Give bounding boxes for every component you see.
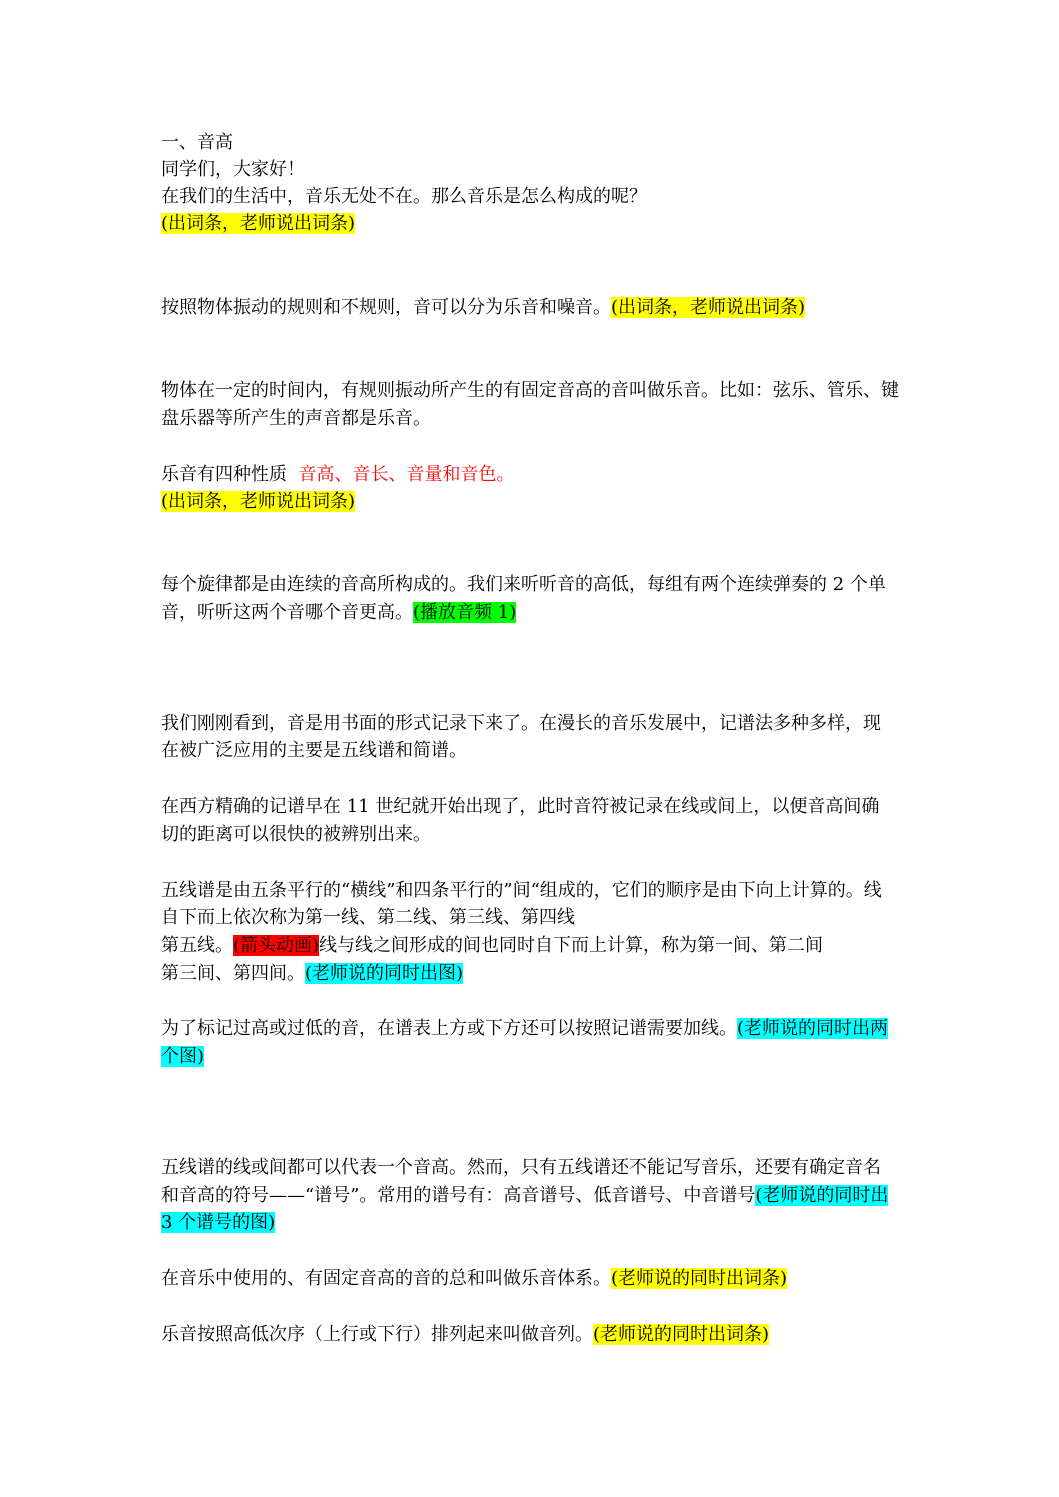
paragraph-6-line-2: 在被广泛应用的主要是五线谱和简谱。 [161,740,467,761]
highlight-image-note: 个图) [161,1046,205,1067]
paragraph-text: 为了标记过高或过低的音，在谱表上方或下方还可以按照记谱需要加线。 [161,1018,737,1039]
paragraph-11 [161,1265,787,1292]
paragraph-8-line-3 [161,932,823,959]
highlight-audio-note: (播放音频 1) [413,602,517,623]
highlight-note: (出词条，老师说出词条) [611,297,806,318]
highlight-note: (出词条，老师说出词条) [161,491,356,512]
paragraph-10-line-3 [161,1209,275,1236]
paragraph-text: 音，听听这两个音哪个音更高。 [161,602,413,623]
paragraph-9-line-1 [161,1015,888,1042]
paragraph-5-line-2 [161,599,516,626]
paragraph-7-line-2: 切的距离可以很快的被辨别出来。 [161,824,431,845]
paragraph-text: 按照物体振动的规则和不规则，音可以分为乐音和噪音。 [161,297,611,318]
paragraph-text: 在音乐中使用的、有固定音高的音的总和叫做乐音体系。 [161,1268,611,1289]
paragraph-3-line-1: 物体在一定的时间内，有规则振动所产生的有固定音高的音叫做乐音。比如：弦乐、管乐、键 [161,380,899,401]
highlight-image-note: (老师说的同时出两 [737,1018,889,1039]
highlight-image-note: 3 个谱号的图) [161,1212,276,1233]
note-line-1 [161,210,355,237]
paragraph-4 [161,461,514,488]
paragraph-2 [161,294,805,321]
paragraph-7-line-1: 在西方精确的记谱早在 11 世纪就开始出现了，此时音符被记录在线或间上，以便音高间确 [161,796,880,817]
red-text-properties: 音高、音长、音量和音色。 [298,464,515,485]
paragraph-12 [161,1321,769,1348]
paragraph-8-line-2: 自下而上依次称为第一线、第二线、第三线、第四线 [161,907,575,928]
highlight-image-note: (老师说的同时出图) [305,963,464,984]
paragraph-8-line-4 [161,960,463,987]
paragraph-10-line-2 [161,1182,888,1209]
greeting-line: 同学们，大家好！ [161,159,305,180]
paragraph-text: 和音高的符号——“谱号”。常用的谱号有：高音谱号、低音谱号、中音谱号 [161,1185,756,1206]
highlight-note: (老师说的同时出词条) [593,1324,770,1345]
paragraph-9-line-2 [161,1043,204,1070]
highlight-image-note: (老师说的同时出 [755,1185,889,1206]
highlight-note: (老师说的同时出词条) [611,1268,788,1289]
paragraph-text: 乐音有四种性质 [161,464,287,485]
paragraph-8-line-1: 五线谱是由五条平行的“横线”和四条平行的”间“组成的，它们的顺序是由下向上计算的。线 [161,880,882,901]
highlight-note: (出词条，老师说出词条) [161,213,356,234]
paragraph-text: 第三间、第四间。 [161,963,305,984]
paragraph-5-line-1: 每个旋律都是由连续的音高所构成的。我们来听听音的高低，每组有两个连续弹奏的 2 个单 [161,574,886,595]
highlight-animation-note: (箭头动画) [233,935,320,956]
paragraph-text: 第五线。 [161,935,233,956]
paragraph-10-line-1: 五线谱的线或间都可以代表一个音高。然而，只有五线谱还不能记写音乐，还要有确定音名 [161,1157,881,1178]
section-title: 一、音高 [161,132,233,153]
paragraph-3-line-2: 盘乐器等所产生的声音都是乐音。 [161,408,431,429]
paragraph-6-line-1: 我们刚刚看到，音是用书面的形式记录下来了。在漫长的音乐发展中，记谱法多种多样，现 [161,713,881,734]
paragraph-text: 线与线之间形成的间也同时自下而上计算，称为第一间、第二间 [319,935,824,956]
paragraph-text: 乐音按照高低次序（上行或下行）排列起来叫做音列。 [161,1324,593,1345]
paragraph-4-note [161,488,355,515]
intro-line: 在我们的生活中，音乐无处不在。那么音乐是怎么构成的呢？ [161,186,647,207]
